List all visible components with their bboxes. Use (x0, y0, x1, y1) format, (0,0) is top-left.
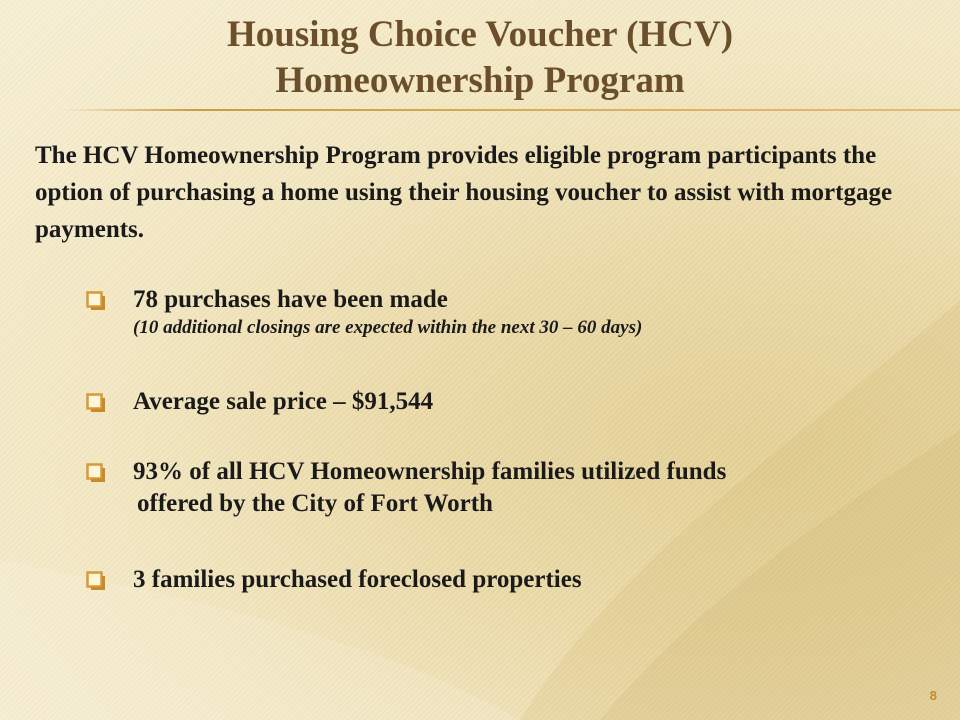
checkbox-bullet-icon (86, 571, 106, 591)
checkbox-bullet-icon (86, 291, 106, 311)
bullet-text-line-2: offered by the City of Fort Worth (137, 490, 493, 517)
bullet-text: 3 families purchased foreclosed properties (133, 566, 582, 593)
bullet-item (86, 564, 926, 596)
bullet-text: Average sale price – $91,544 (133, 388, 434, 415)
page-number: 8 (929, 688, 937, 703)
title-line-1: Housing Choice Voucher (HCV) (226, 14, 734, 55)
checkbox-bullet-icon (86, 463, 106, 483)
title-divider (60, 109, 960, 111)
bullet-item (86, 386, 926, 418)
slide-title (0, 12, 960, 104)
bullet-item (86, 284, 926, 340)
checkbox-bullet-icon (86, 393, 106, 413)
bullet-subtext: (10 additional closings are expected within the next 30 – 60 days) (133, 317, 643, 338)
bullet-text (133, 456, 926, 520)
bullet-item (86, 456, 926, 520)
bullet-text-line-1: 93% of all HCV Homeownership families utilized funds (133, 458, 727, 485)
bullet-text: 78 purchases have been made (133, 286, 448, 313)
title-line-2: Homeownership Program (275, 60, 685, 101)
intro-paragraph: The HCV Homeownership Program provides eligible program participants the option of purchasing a home using their housing voucher to assist with mortgage payments. (35, 142, 893, 243)
